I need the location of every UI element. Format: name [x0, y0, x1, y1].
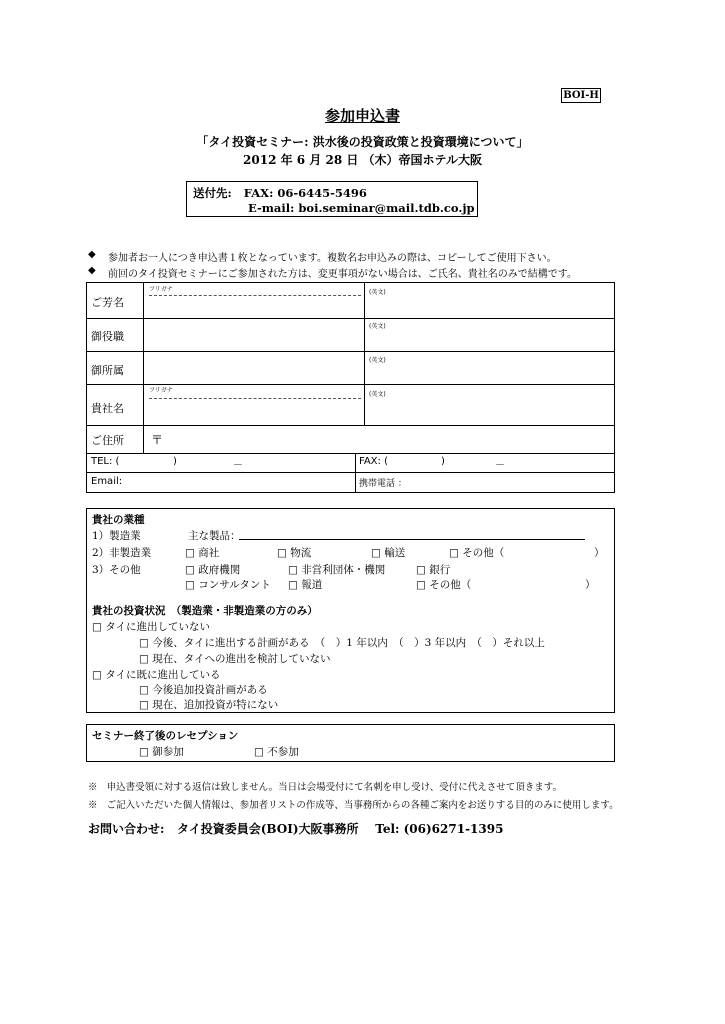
footnote-mark: ※	[88, 800, 98, 811]
option-press[interactable]: □ 報道	[288, 579, 323, 591]
registration-table	[86, 282, 615, 493]
option-entered[interactable]: □ タイに既に進出している	[92, 669, 221, 681]
footnote-1	[88, 779, 562, 793]
send-to-email: E-mail: boi.seminar@mail.tdb.co.jp	[248, 201, 475, 215]
email-label: Email:	[91, 476, 123, 487]
fax-field[interactable]	[392, 454, 612, 471]
contact-office: タイ投資委員会(BOI)大阪事務所	[176, 822, 359, 836]
form-code: BOI-H	[561, 88, 601, 103]
name-field[interactable]	[145, 297, 362, 316]
tel-close: )	[173, 456, 177, 467]
seminar-title: 「タイ投資セミナー: 洪水後の投資政策と投資環境について」	[196, 135, 529, 149]
other-industry-label: 3）その他	[92, 564, 141, 576]
option-additional[interactable]: □ 今後追加投資計画がある	[139, 684, 268, 696]
main-products-label: 主な製品：	[188, 530, 241, 542]
reception-section	[86, 724, 615, 762]
send-to-line	[193, 185, 367, 201]
company-field[interactable]	[145, 400, 362, 424]
option-nonprofit[interactable]: □ 非営利団体・機関	[288, 564, 386, 576]
position-field[interactable]	[145, 320, 362, 350]
note-bullet: ◆	[88, 249, 96, 260]
name-english-label: (英文)	[369, 289, 386, 296]
fax-label: FAX: (	[359, 456, 388, 467]
note-1	[88, 249, 608, 263]
option-government[interactable]: □ 政府機関	[185, 564, 241, 576]
note-text: 参加者お一人につき申込書１枚となっています。複数名お申込みの際は、コピーしてご使用下さい。	[108, 253, 557, 264]
contact-label: お問い合わせ:	[88, 822, 165, 836]
option-no-additional[interactable]: □ 現在、追加投資が特にない	[139, 699, 279, 711]
footnote-2	[88, 797, 619, 811]
option-considering[interactable]: □ 現在、タイへの進出を検討していない	[139, 653, 331, 665]
other-close-paren: ）	[594, 547, 605, 559]
option-transport[interactable]: □ 輸送	[371, 547, 406, 559]
tel-label: TEL: (	[91, 456, 120, 467]
contact-tel: Tel: (06)6271-1395	[375, 822, 504, 836]
business-section	[86, 508, 615, 713]
contact-line	[88, 820, 503, 837]
department-english-label: (英文)	[369, 357, 386, 364]
fax-close: )	[441, 456, 445, 467]
company-english-field[interactable]	[366, 397, 612, 424]
position-label: 御役職	[91, 330, 124, 343]
note-bullet: ◆	[88, 265, 96, 276]
company-label: 貴社名	[91, 402, 124, 415]
position-english-label: (英文)	[369, 323, 386, 330]
option-consultant[interactable]: □ コンサルタント	[185, 579, 271, 591]
tel-dash: －	[233, 460, 243, 471]
note-2	[88, 265, 608, 279]
department-english-field[interactable]	[366, 363, 612, 383]
postal-mark: 〒	[151, 433, 164, 447]
tel-field[interactable]	[125, 454, 353, 471]
fax-dash: －	[495, 460, 505, 471]
main-products-field[interactable]	[239, 539, 585, 540]
footnote-text: ご記入いただいた個人情報は、参加者リストの作成等、当事務所からの各種ご案内をお送りする目的のみに使用します。	[106, 800, 619, 811]
send-to-box	[186, 181, 478, 217]
option-not-attend[interactable]: □ 不参加	[254, 746, 299, 758]
manufacturing-label: 1）製造業	[92, 530, 141, 542]
option-other[interactable]: □ その他（	[416, 579, 472, 591]
option-other-nonmfg[interactable]: □ その他（	[449, 547, 505, 559]
reception-heading: セミナー終了後のレセプション	[92, 730, 239, 742]
option-bank[interactable]: □ 銀行	[416, 564, 451, 576]
page-title: 参加申込書	[324, 107, 400, 125]
address-label: ご住所	[91, 434, 124, 447]
note-text: 前回のタイ投資セミナーにご参加された方は、変更事項がない場合は、ご氏名、貴社名のみで結構です。	[108, 269, 577, 280]
footnote-text: 申込書受領に対する返信は致しません。当日は会場受付にて名刺を申し受け、受付に代えさせて頂きます。	[106, 782, 563, 793]
other-close-paren: ）	[585, 579, 596, 591]
position-english-field[interactable]	[366, 329, 612, 350]
name-english-field[interactable]	[366, 295, 612, 317]
option-not-entered[interactable]: □ タイに進出していない	[92, 621, 211, 633]
name-furigana-label: フリガナ	[149, 286, 173, 293]
option-attend[interactable]: □ 御参加	[139, 746, 184, 758]
mobile-label: 携帯電話 ：	[359, 479, 407, 489]
send-to-fax: FAX: 06-6445-5496	[243, 186, 367, 200]
mobile-field[interactable]	[417, 473, 612, 491]
footnote-mark: ※	[88, 782, 98, 793]
seminar-date-venue: 2012 年 6 月 28 日 （木）帝国ホテル大阪	[243, 153, 482, 167]
investment-heading: 貴社の投資状況 （製造業・非製造業の方のみ）	[92, 605, 318, 617]
send-to-label: 送付先:	[193, 186, 232, 200]
company-english-label: (英文)	[369, 391, 386, 398]
company-furigana-label: フリガナ	[149, 387, 173, 394]
department-label: 御所属	[91, 364, 124, 377]
option-trading[interactable]: □ 商社	[185, 547, 220, 559]
option-plan[interactable]: □ 今後、タイに進出する計画がある （ ）1 年以内 （ ）3 年以内 （ ）それ以上	[139, 637, 545, 649]
non-manufacturing-label: 2）非製造業	[92, 547, 152, 559]
option-logistics[interactable]: □ 物流	[277, 547, 312, 559]
department-field[interactable]	[145, 353, 362, 383]
email-field[interactable]	[127, 473, 353, 491]
address-field[interactable]	[165, 427, 612, 452]
business-heading: 貴社の業種	[92, 514, 145, 526]
name-label: ご芳名	[91, 296, 124, 309]
